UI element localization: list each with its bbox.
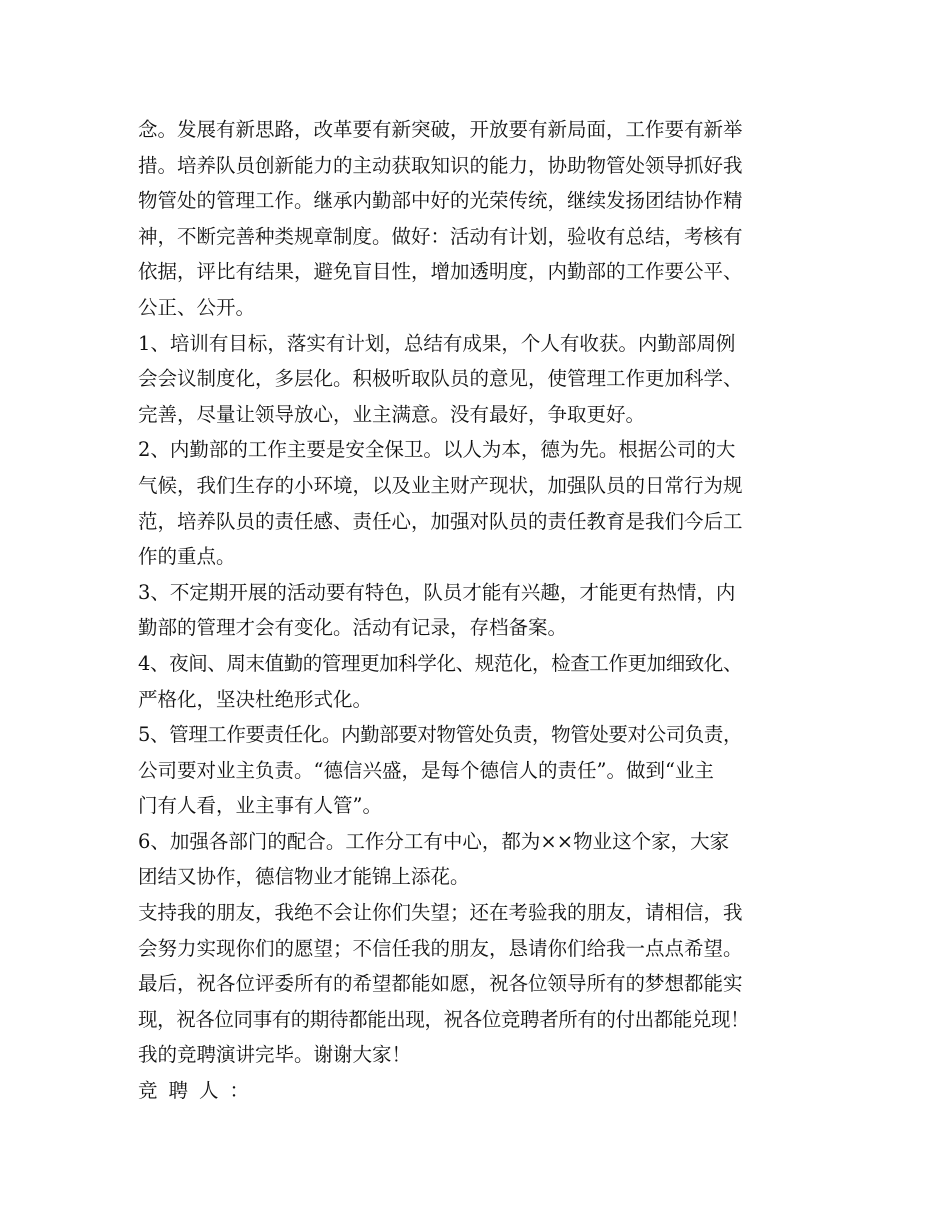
- text-line: 现，祝各位同事有的期待都能出现，祝各位竞聘者所有的付出都能兑现！: [138, 1007, 750, 1031]
- text-line: 团结又协作，德信物业才能锦上添花。: [138, 865, 470, 889]
- text-line: 严格化，坚决杜绝形式化。: [138, 687, 373, 711]
- text-line: 措。培养队员创新能力的主动获取知识的能力，协助物管处领导抓好我: [138, 153, 743, 177]
- text-line: 神，不断完善种类规章制度。做好：活动有计划，验收有总结，考核有: [138, 224, 743, 248]
- text-line: 依据，评比有结果，避免盲目性，增加透明度，内勤部的工作要公平、: [138, 260, 743, 284]
- text-line: 会努力实现你们的愿望；不信任我的朋友，恳请你们给我一点点希望。: [138, 936, 743, 960]
- list-item-2-line: 2、内勤部的工作主要是安全保卫。以人为本，德为先。根据公司的大: [138, 438, 736, 462]
- text-line: 公正、公开。: [138, 295, 256, 319]
- list-item-5-line: 5、管理工作要责任化。内勤部要对物管处负责，物管处要对公司负责，: [138, 723, 743, 747]
- text-line: 勤部的管理才会有变化。活动有记录，存档备案。: [138, 616, 568, 640]
- text-line: 气候，我们生存的小环境，以及业主财产现状，加强队员的日常行为规: [138, 473, 743, 497]
- document-body: [138, 112, 828, 1109]
- text-line: 门有人看，业主事有人管”。: [138, 794, 382, 818]
- text-line: 支持我的朋友，我绝不会让你们失望；还在考验我的朋友，请相信，我: [138, 901, 743, 925]
- text-line: 完善，尽量让领导放心，业主满意。没有最好，争取更好。: [138, 402, 646, 426]
- text-line: 作的重点。: [138, 545, 236, 569]
- text-line: 物管处的管理工作。继承内勤部中好的光荣传统，继续发扬团结协作精: [138, 189, 743, 213]
- text-line: 会会议制度化，多层化。积极听取队员的意见，使管理工作更加科学、: [138, 367, 743, 391]
- text-line: 公司要对业主负责。“德信兴盛，是每个德信人的责任”。做到“业主: [138, 758, 714, 782]
- list-item-1-line: 1、培训有目标，落实有计划，总结有成果，个人有收获。内勤部周例: [138, 331, 736, 355]
- signature-label: 竞聘人：: [138, 1079, 261, 1103]
- text-line: 念。发展有新思路，改革要有新突破，开放要有新局面，工作要有新举: [138, 118, 743, 141]
- text-line: 最后，祝各位评委所有的希望都能如愿，祝各位领导所有的梦想都能实: [138, 972, 743, 996]
- text-line: 我的竞聘演讲完毕。谢谢大家！: [138, 1043, 412, 1067]
- list-item-3-line: 3、不定期开展的活动要有特色，队员才能有兴趣，才能更有热情，内: [138, 580, 736, 604]
- text-line: 范，培养队员的责任感、责任心，加强对队员的责任教育是我们今后工: [138, 509, 743, 533]
- list-item-6-line: 6、加强各部门的配合。工作分工有中心，都为××物业这个家，大家: [138, 829, 730, 853]
- list-item-4-line: 4、夜间、周末值勤的管理更加科学化、规范化，检查工作更加细致化、: [138, 651, 743, 675]
